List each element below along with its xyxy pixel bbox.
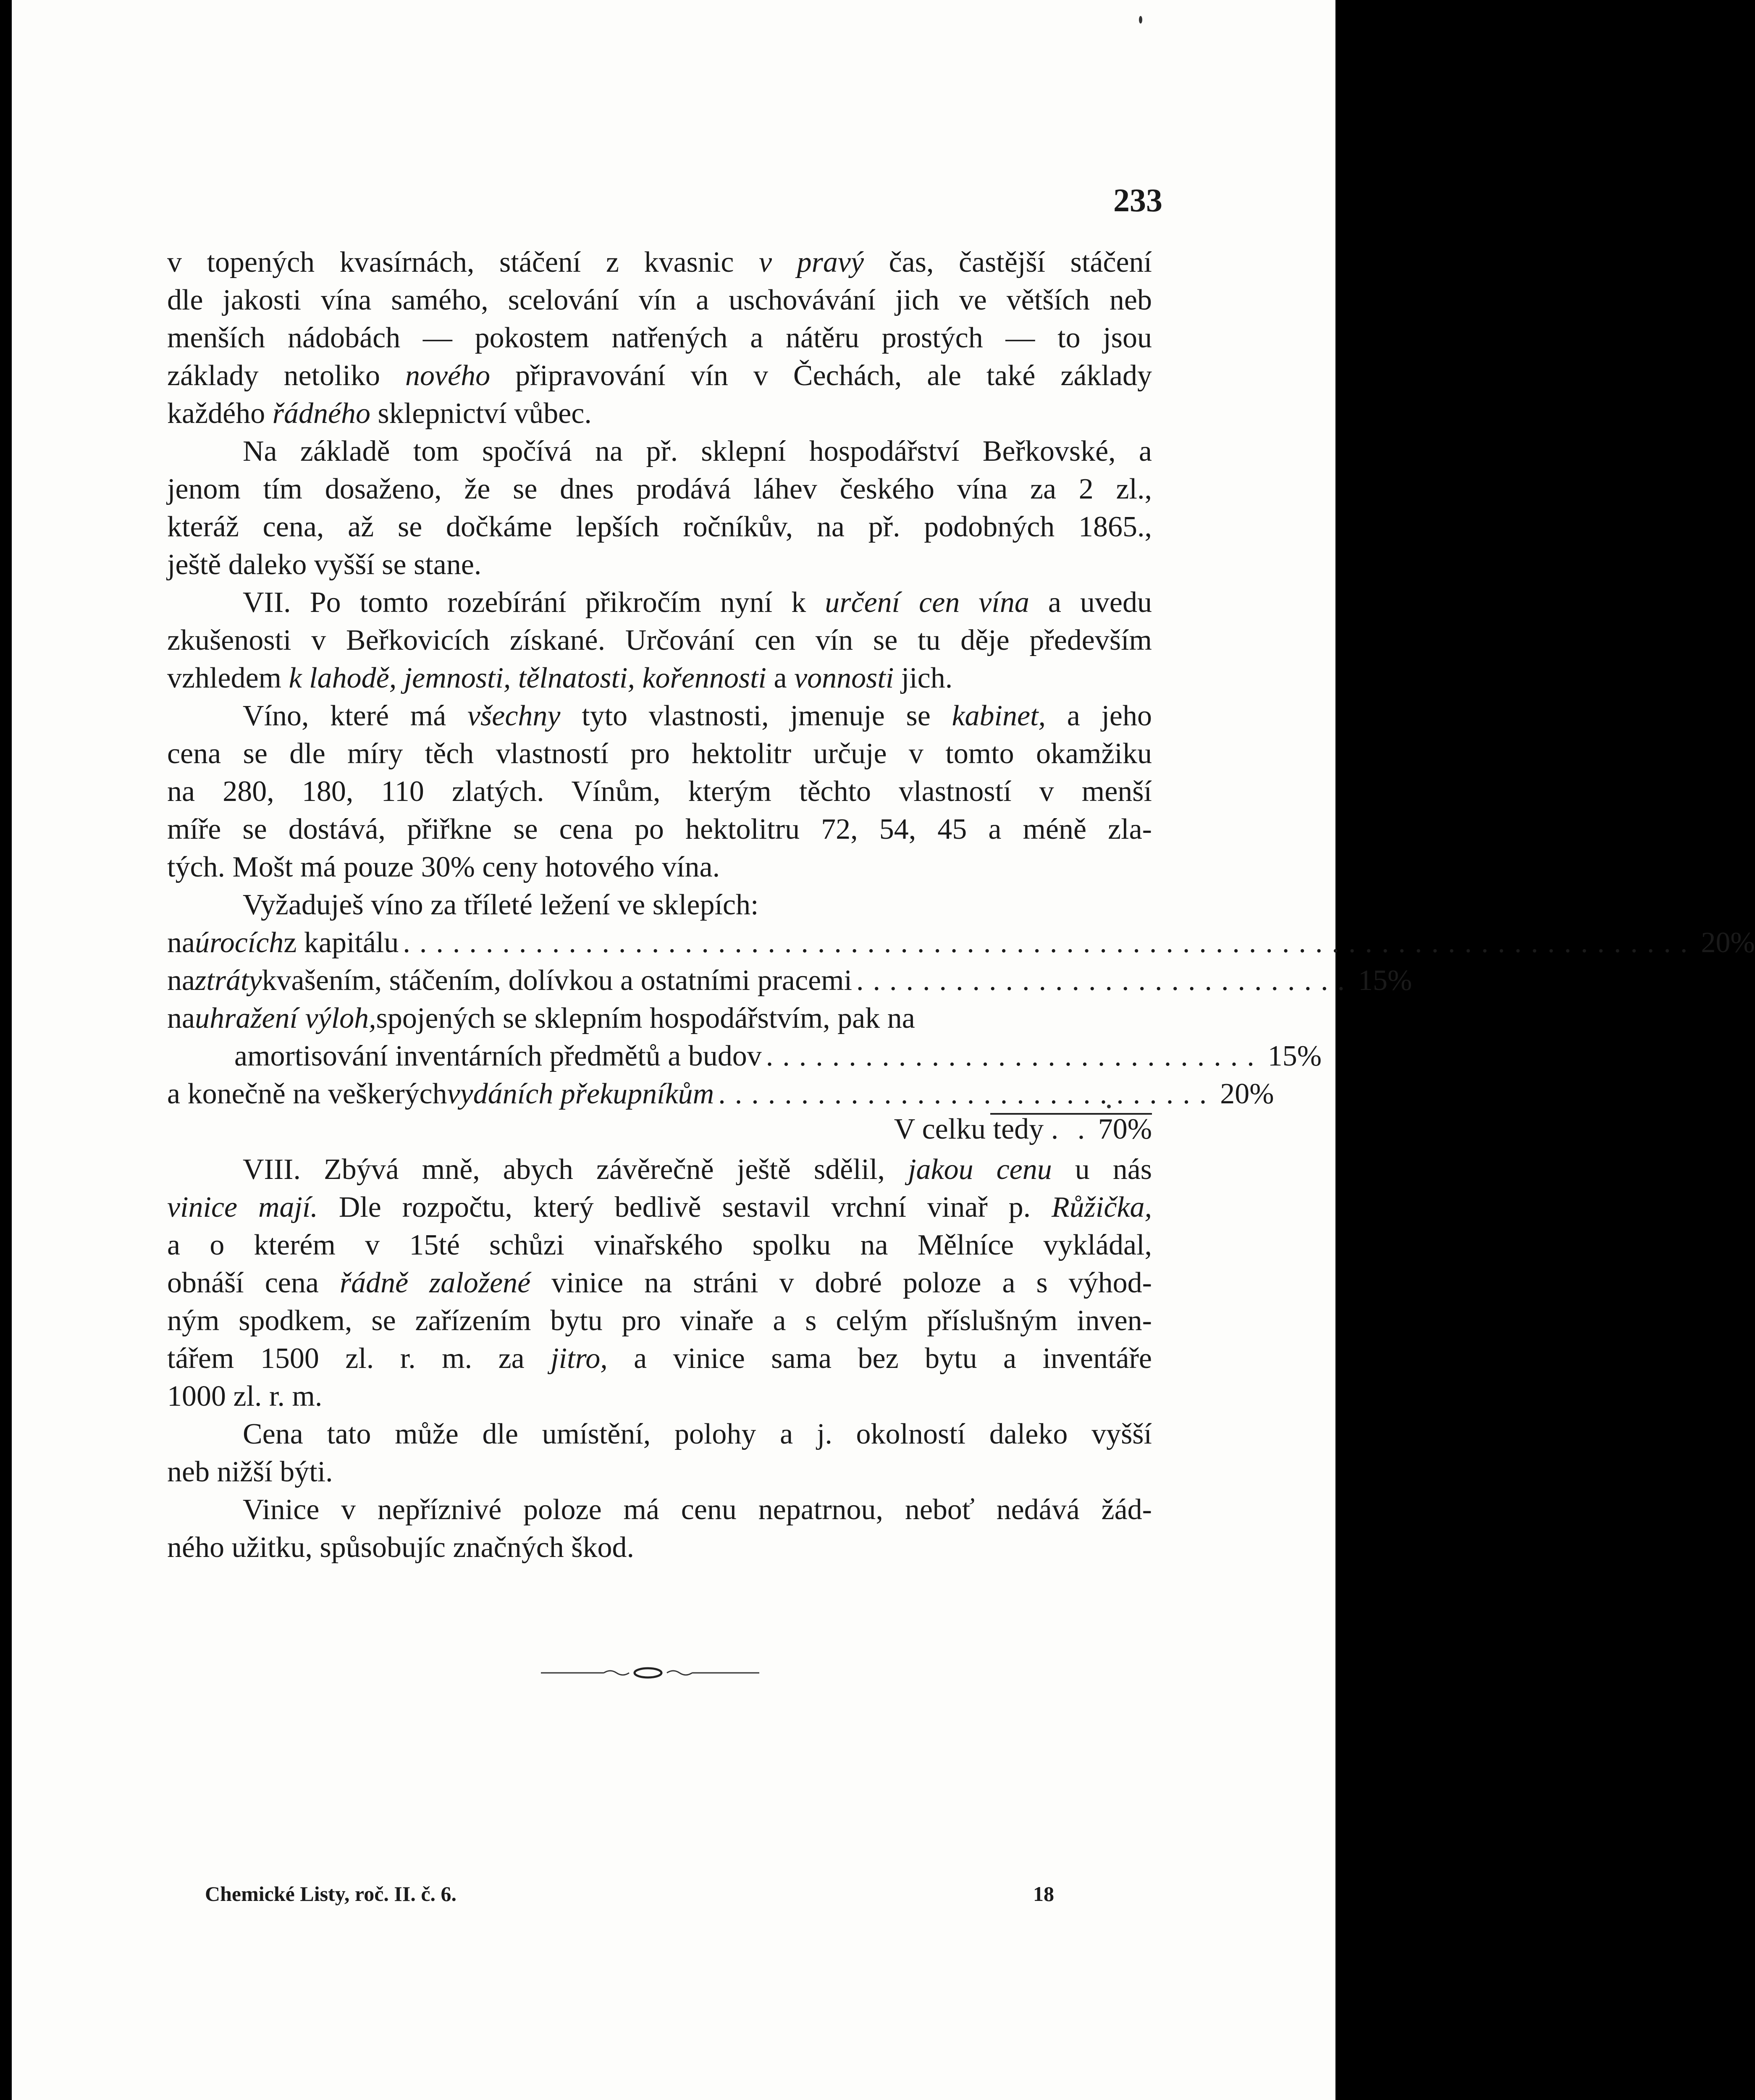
text-line: v topených kvasírnách, stáčení z kvasnic v pravý čas, častější stáčení xyxy=(167,246,1152,278)
text-line: vinice mají. Dle rozpočtu, který bedlivě sestavil vrchní vinař p. Růžička, xyxy=(167,1191,1152,1223)
text-line: jenom tím dosaženo, že se dnes prodává láhev českého vína za 2 zl., xyxy=(167,473,1152,505)
text-line: tářem 1500 zl. r. m. za jitro, a vinice sama bez bytu a inventáře xyxy=(167,1342,1152,1375)
text-line: ným spodkem, se zařízením bytu pro vinaře a s celým příslušným inven- xyxy=(167,1305,1152,1337)
footer-journal: Chemické Listy, roč. II. č. 6. xyxy=(205,1882,457,1906)
cost-row: a konečně na veškerých vydáních překupníkům .............................. 20% xyxy=(167,1075,1152,1113)
text-line: kteráž cena, až se dočkáme lepších ročníkův, na př. podobných 1865., xyxy=(167,511,1152,543)
page xyxy=(12,0,1755,2100)
footer-signature: 18 xyxy=(1033,1882,1054,1906)
cost-percent: 20% xyxy=(1220,1078,1274,1110)
leader-dots: .............................. xyxy=(766,1040,1264,1072)
text-line: a o kterém v 15té schůzi vinařského spolku na Mělníce vykládal, xyxy=(167,1229,1152,1261)
text-line: Na základě tom spočívá na př. sklepní hospodářství Beřkovské, a xyxy=(243,435,1152,467)
text-line: cena se dle míry těch vlastností pro hektolitr určuje v tomto okamžiku xyxy=(167,738,1152,770)
text-line: Víno, které má všechny tyto vlastnosti, jmenuje se kabinet, a jeho xyxy=(243,700,1152,732)
text-line: VIII. Zbývá mně, abych závěrečně ještě sdělil, jakou cenu u nás xyxy=(243,1153,1152,1186)
cost-row: na úrocích z kapitálu .............................................................................. 20% xyxy=(167,924,1152,962)
ornament-divider xyxy=(541,1665,759,1680)
text-line: zkušenosti v Beřkovicích získané. Určování cen vín se tu děje především xyxy=(167,624,1152,656)
cost-row: amortisování inventárních předmětů a budov .............................. 15% xyxy=(167,1037,1152,1075)
main-text xyxy=(167,244,1755,1567)
text-line: každého řádného sklepnictví vůbec. xyxy=(167,397,592,430)
cost-percent: 15% xyxy=(1267,1040,1322,1072)
text-line: tých. Mošt má pouze 30% ceny hotového vína. xyxy=(167,851,720,883)
cost-row: na uhražení výloh, spojených se sklepním hospodářstvím, pak na xyxy=(167,1002,915,1034)
text-line: na 280, 180, 110 zlatých. Vínům, kterým těchto vlastností v menší xyxy=(167,775,1152,808)
total-row xyxy=(167,1113,1152,1151)
leader-dots: .............................. xyxy=(718,1078,1216,1110)
text-line: ještě daleko vyšší se stane. xyxy=(167,549,482,581)
text-line: menších nádobách — pokostem natřených a nátěru prostých — to jsou xyxy=(167,322,1152,354)
text-line: Vinice v nepříznivé poloze má cenu nepatrnou, neboť nedává žád- xyxy=(243,1494,1152,1526)
text-line: Vyžaduješ víno za tříleté ležení ve sklepích: xyxy=(243,889,759,921)
speck xyxy=(1139,16,1142,24)
text-line: ného užitku, spůsobujíc značných škod. xyxy=(167,1531,635,1564)
leader-dots: .............................. xyxy=(856,964,1354,997)
leader-dots: .............................................................................. xyxy=(403,927,1697,959)
page-number: 233 xyxy=(1113,182,1162,218)
text-line: dle jakosti vína samého, scelování vín a uschovávání jich ve větších neb xyxy=(167,284,1152,316)
text-line: míře se dostává, přiřkne se cena po hektolitru 72, 54, 45 a méně zla- xyxy=(167,813,1152,845)
text-line: vzhledem k lahodě, jemnosti, tělnatosti, kořennosti a vonnosti jich. xyxy=(167,662,953,694)
text-line: neb nižší býti. xyxy=(167,1456,333,1488)
text-line: obnáší cena řádně založené vinice na stráni v dobré poloze a s výhod- xyxy=(167,1267,1152,1299)
cost-percent: 20% xyxy=(1701,927,1755,959)
text-line: VII. Po tomto rozebírání přikročím nyní k určení cen vína a uvedu xyxy=(243,586,1152,619)
text-line: Cena tato může dle umístění, polohy a j. okolností daleko vyšší xyxy=(243,1418,1152,1450)
cost-row: na ztráty kvašením, stáčením, dolívkou a ostatními pracemi .............................. 15% xyxy=(167,962,1152,1000)
total-line: V celku tedy . . 70% xyxy=(894,1113,1152,1145)
text-line: základy netoliko nového připravování vín v Čechách, ale také základy xyxy=(167,360,1152,392)
cost-percent: 15% xyxy=(1358,964,1412,997)
text-line: 1000 zl. r. m. xyxy=(167,1380,323,1412)
